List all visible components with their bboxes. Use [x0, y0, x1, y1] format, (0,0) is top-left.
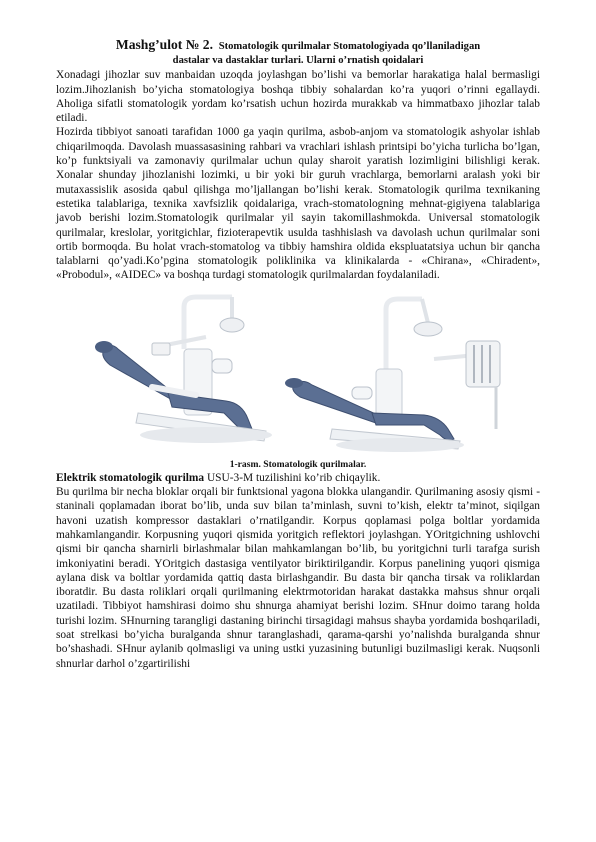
section2-lead-rest: USU-3-M tuzilishini ko’rib chiqaylik.: [204, 471, 381, 484]
lesson-title-part1: Stomatologik qurilmalar Stomatologiyada qo’llaniladigan: [218, 41, 481, 52]
document-page: [56, 38, 540, 671]
title-line: [56, 38, 540, 54]
lesson-number: Mashg’ulot № 2.: [115, 37, 213, 52]
dental-units-figure: [56, 289, 540, 457]
figure-caption: 1-rasm. Stomatologik qurilmalar.: [229, 458, 367, 470]
dental-chairs-illustration: [56, 289, 540, 457]
dental-chair-left-icon: [95, 297, 272, 443]
dental-chair-right-icon: [285, 299, 500, 452]
section2-bold-term: Elektrik stomatologik qurilma: [56, 471, 205, 484]
paragraph-1: Xonadagi jihozlar suv manbaidan uzoqda joylashgan bo’lishi va bemorlar harakatiga halal bermasligi lozim.Jihozlanish bo’yicha stomatologiya boshqa tibbiy sohalardan ko’ra yuqori o’rinni egallaydi. Aholiga sifatli stomatologik yordam ko’rsatish uchun hozirda murakkab va himmatbaxo jihozlar talab etiladi.: [56, 69, 540, 125]
paragraph-2: Hozirda tibbiyot sanoati tarafidan 1000 ga yaqin qurilma, asbob-anjom va stomatologik ashyolar ishlab chiqarilmoqda. Davolash muassasasining rahbari va vrachlari ishlash printsipi bo’yicha turlicha bo’lgan, ko’p funktsiyali va zamonaviy qurilmalar uchun qulay sharoit yaratish lozimligini bilishligi kerak. Xonalar shunday jihozlanishi lozimki, u bir yoki bir guruh vrachlarga, bemorlarni aralash yoki bir mutaxassislik asosida qabul qilishga mo’ljallangan bo’lishi kerak. Stomatologik qurilma texnikaning estetika talablariga, texnika xavfsizlik qoidalariga, vrach-stomatologning mehnat-gigiyena talablariga javob berishi lozim.Stomatologik qurilmalar yil sayin takomillashmokda. Universal stomatologik qurilmalar, kreslolar, yoritgichlar, fizioterapevtik usulda tashhislash va davolash uchun qurilmalar soni ortib bormoqda. Bu holat vrach-stomatolog va tibbiy hamshira oldida ekspluatatsiya uchun bir qancha talablarni qo’yadi.Ko’pgina stomatologik poliklinika va klinikalarda - «Chirana», «Chiradent», «Probodul», «AIDEC» va boshqa turdagi stomatologik qurilmalardan foydalaniladi.: [56, 126, 540, 282]
section2-body: Bu qurilma bir necha bloklar orqali bir funktsional yagona blokka ulangandir. Qurilmaning asosiy qismi - staninali qoplamadan iborat bo’lib, unda suv bilan ta’minlash, suvni to’kish, elektr ta’minot, siqilgan havoni uzatish kompressor dastaklari o’rnatilgandir. Korpus qoplamasi polga boltlar yordamida mahkamlangandir. Korpusning yuqori qismida yoritgich reflektori joylashgan. YOritgichning ushlovchi qismi bir qancha sharnirli birlashmalar bilan mahkamlangan bo’lib, bu yoritgichni turli tarafga surish imkoniyatini beradi. YOritgich dastasiga ventilyator biriktirilgandir. Korpus panelining yuqori qismiga aylana disk va boltlar yordamida qattiq dasta birlashgandir. Bu dasta bir qancha tirsak va roliklardan iboratdir. Bu dasta roliklari orqali qurilmaning elektrmotoridan harakat dastakka mahsus shnur orqali uzatiladi. Tibbiyot hamshirasi doimo shu shnurga ahamiyat berishi lozim. SHnur doimo tarang holda turishi lozim. SHnurning tarangligi dastaning birinchi tirsagidagi mahsus shayba yordamida boshqariladi, soat strelkasi bo’yicha buralganda shnur taranglashadi, qarama-qarshi yo’nalishda buralganda shnur bo’shashadi. SHnur aylanib qolmasligi va uning ustki yuzasining butunligi buzilmasligi kerak. Nuqsonli shnurlar darhol o’zgartirilishi: [56, 486, 540, 670]
section2-lead: [56, 471, 540, 485]
lesson-title-part2: dastalar va dastaklar turlari. Ularni o’rnatish qoidalari: [172, 55, 424, 67]
